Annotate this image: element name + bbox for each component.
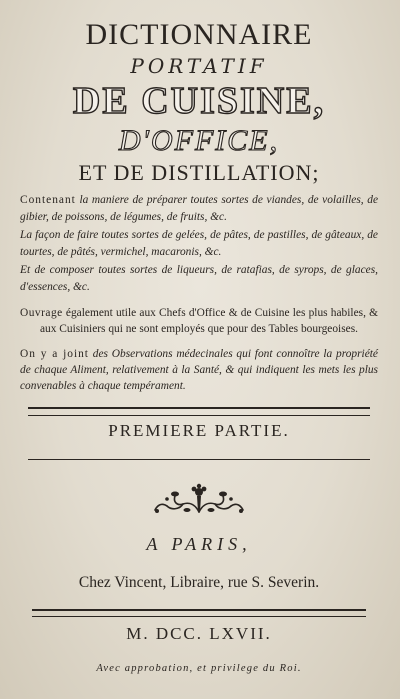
floral-ornament-icon (149, 482, 249, 518)
imprint-city: A PARIS, (146, 534, 252, 554)
imprint-publisher: Chez Vincent, Libraire, rue S. Severin. (78, 574, 320, 591)
contents-lead: Contenant (20, 194, 76, 206)
contents-paragraph-3: Et de composer toutes sortes de liqueurs, de ratafias, de syrops, de glaces, d'essences, &c. (20, 264, 378, 293)
divider-thin-rule (28, 459, 370, 460)
title-d-office: D'OFFICE, (118, 124, 280, 157)
title-portatif: PORTATIF (130, 54, 268, 78)
publication-year: M. DCC. LXVII. (126, 623, 272, 643)
purpose-lead: Ouvrage (20, 307, 63, 319)
addendum-paragraph (20, 346, 378, 394)
title-dictionnaire: DICTIONNAIRE (85, 18, 313, 51)
purpose-paragraph (20, 305, 378, 337)
contents-paragraph-2: La façon de faire toutes sortes de gelées, de pâtes, de pastilles, de gâteaux, de tourtes, de pâtés, vermichel, macaronis, &c. (20, 229, 378, 258)
contents-text-1: la maniere de préparer toutes sortes de viandes, de volailles, de gibier, de poissons, de légumes, de fruits, &c. (20, 194, 378, 223)
divider-double-rule (28, 407, 370, 416)
purpose-text: également utile aux Chefs d'Office & de Cuisine les plus habiles, & aux Cuisiniers qui ne sont employés que pour des Tables bourgeoises. (40, 307, 378, 335)
contents-paragraph-1 (20, 192, 378, 226)
part-label: PREMIERE PARTIE. (108, 421, 290, 440)
imprint-double-rule (32, 609, 366, 617)
addendum-text: des Observations médecinales qui font connoître la propriété de chaque Aliment, relativement à la Santé, & qui indiquent les mets les plus convenables à chaque tempérament. (20, 348, 378, 392)
royal-privilege: Avec approbation, et privilege du Roi. (96, 662, 302, 674)
title-distillation: ET DE DISTILLATION; (78, 160, 320, 185)
addendum-lead: On y a joint (20, 348, 89, 360)
title-de-cuisine: DE CUISINE, (72, 80, 326, 122)
